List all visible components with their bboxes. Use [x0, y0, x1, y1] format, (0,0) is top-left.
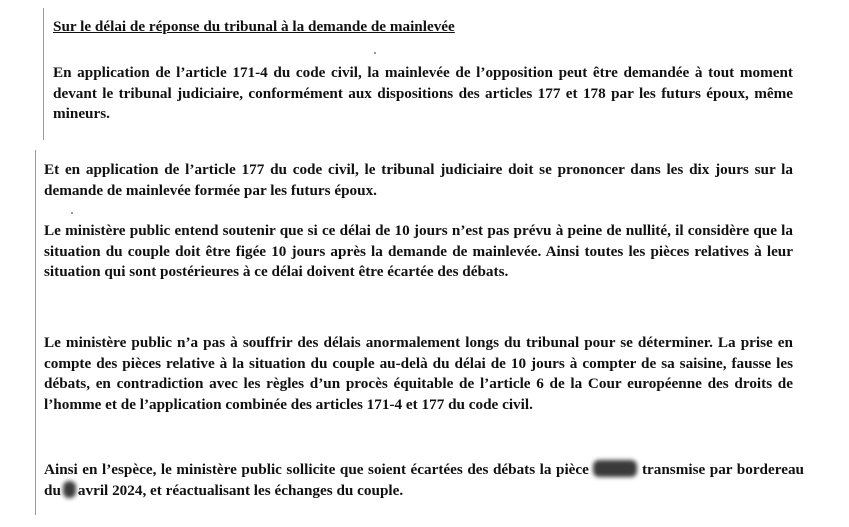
redacted-piece-number [593, 460, 637, 477]
section-heading: Sur le délai de réponse du tribunal à la demande de mainlevée [53, 18, 455, 35]
left-margin-rule-top [43, 8, 44, 140]
left-margin-rule-bottom [35, 150, 36, 515]
paragraph-2: Et en application de l’article 177 du code civil, le tribunal judiciaire doit se prononcer dans les dix jours sur la demande de mainlevée formée par les futurs époux. [44, 161, 793, 199]
paragraph-5-part-2: transmise par bordereau du [44, 461, 804, 499]
paragraph-5 [44, 460, 804, 501]
paragraph-5-part-1: Ainsi en l’espèce, le ministère public sollicite que soient écartées des débats la pièce [44, 461, 589, 478]
paragraph-1: En application de l’article 171-4 du code civil, la mainlevée de l’opposition peut être demandée à tout moment devant le tribunal judiciaire, conformément aux dispositions des articles 177 et 178 par les futurs époux, même mineurs. [53, 64, 793, 122]
scan-speck [374, 52, 376, 54]
paragraph-5-part-3: avril 2024, et réactualisant les échanges du couple. [77, 481, 404, 499]
paragraph-4: Le ministère public n’a pas à souffrir des délais anormalement longs du tribunal pour se déterminer. La prise en compte des pièces relative à la situation du couple au-delà du délai de 10 jours à compter de sa saisine, fausse les débats, en contradiction avec les règles d’un procès équitable de l’article 6 de la Cour européenne des droits de l’homme et de l’application combinée des articles 171-4 et 177 du code civil. [44, 334, 793, 413]
paragraph-3: Le ministère public entend soutenir que si ce délai de 10 jours n’est pas prévu à peine de nullité, il considère que la situation du couple doit être figée 10 jours après la demande de mainlevée. Ainsi toutes les pièces relatives à leur situation qui sont postérieures à ce délai doivent être écartée des débats. [44, 222, 793, 280]
redacted-day [63, 481, 76, 498]
scan-speck [71, 212, 73, 214]
